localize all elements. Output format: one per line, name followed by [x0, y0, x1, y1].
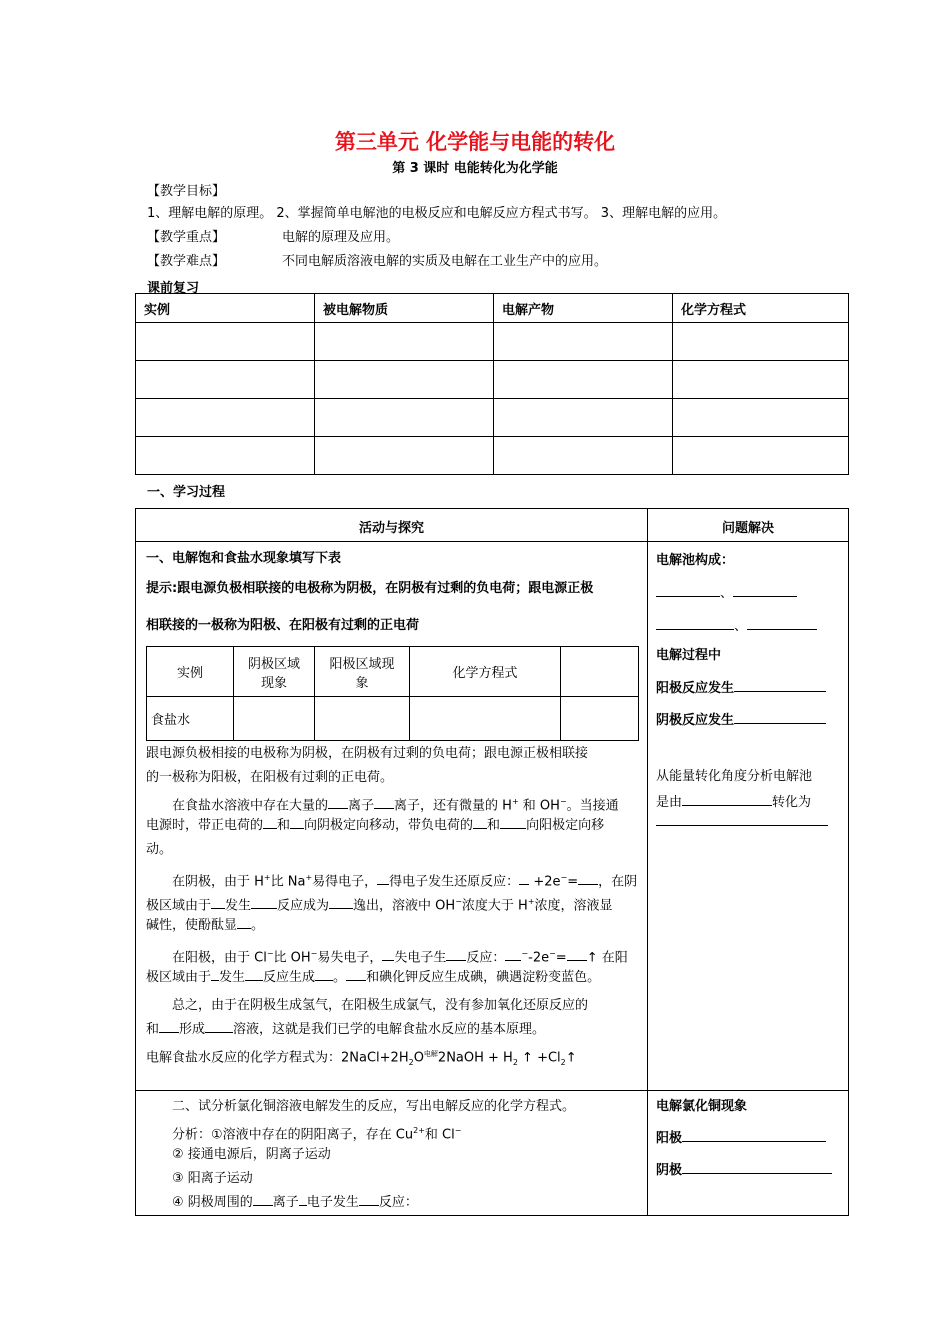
- section2-analysis-1: 分析：①溶液中存在的阴阳离子，存在 $Cu^{2+}$和 Cl−: [172, 1126, 462, 1143]
- para3-line1: 在阴极，由于 H+比 Na+易得电子， 得电子发生还原反应： +2e−= ，在阴: [172, 873, 638, 890]
- review-col-products: 电解产物: [494, 294, 673, 323]
- inner-col-example: 实例: [147, 647, 234, 697]
- para5-line1: 总之，由于在阴极生成氢气，在阳极生成氯气，没有参加氧化还原反应的: [172, 998, 589, 1013]
- para1-line1: 跟电源负极相接的电极称为阴极，在阴极有过剩的负电荷；跟电源正极相联接: [146, 746, 589, 761]
- anode-reaction-label[interactable]: 阳极反应发生: [656, 677, 826, 696]
- lesson-subtitle: 第 3 课时 电能转化为化学能: [392, 161, 558, 176]
- energy-analysis-line1: 从能量转化角度分析电解池: [656, 769, 813, 784]
- para3-line3: 碱性，使酚酞显 。: [146, 918, 265, 933]
- table-row: [136, 437, 849, 475]
- inner-col-anode: 阳极区域现 象: [315, 647, 410, 697]
- para3-line2: 极区域由于 发生 反应成为 逸出，溶液中 OH−浓度大于 H+浓度，溶液显: [146, 897, 613, 914]
- para4-line2: 极区域由于 发生 反应生成 。 和碘化钾反应生成碘，碘遇淀粉变蓝色。: [146, 970, 601, 985]
- para5-line2: 和 形成 溶液，这就是我们已学的电解食盐水反应的基本原理。: [146, 1022, 546, 1037]
- col-solution-header: 问题解决: [721, 521, 774, 536]
- section2-analysis-4: ④ 阴极周围的 离子 电子发生 反应：: [172, 1195, 418, 1210]
- cell-composition-blanks-2[interactable]: 、: [656, 615, 817, 634]
- col-activity-header: 活动与探究: [358, 521, 424, 536]
- para2-line3: 动。: [146, 842, 173, 857]
- copper-chloride-phenomena-label: 电解氯化铜现象: [656, 1099, 748, 1114]
- inner-col-equation: 化学方程式: [410, 647, 561, 697]
- review-col-equation: 化学方程式: [673, 294, 849, 323]
- cathode-reaction-label[interactable]: 阴极反应发生: [656, 709, 826, 728]
- process-heading: 一、学习过程: [147, 485, 226, 500]
- copper-anode-label[interactable]: 阳极: [656, 1127, 826, 1146]
- section1-hint-line2: 相联接的一极称为阳极、在阳极有过剩的正电荷: [146, 618, 420, 633]
- learning-process-table: [135, 508, 849, 1216]
- section2-analysis-3: ③ 阳离子运动: [172, 1171, 253, 1186]
- inner-col-cathode: 阴极区域 现象: [234, 647, 315, 697]
- table-row: [136, 399, 849, 437]
- energy-analysis-line2[interactable]: 是由 转化为: [656, 795, 812, 810]
- inner-row-salt-water: 食盐水: [147, 697, 234, 741]
- review-col-example: 实例: [136, 294, 315, 323]
- review-table: [135, 293, 849, 475]
- para2-line2: 电源时，带正电荷的 和 向阴极定向移动，带负电荷的 和 向阳极定向移: [146, 818, 605, 833]
- table-row: [136, 323, 849, 361]
- para2-line1: 在食盐水溶液中存在大量的 离子 离子，还有微量的 H+ 和 OH−。当接通: [172, 797, 619, 814]
- section1-title: 一、电解饱和食盐水现象填写下表: [146, 551, 342, 566]
- key-points-text: 电解的原理及应用。: [282, 230, 400, 245]
- cell-composition-blanks-1[interactable]: 、: [656, 582, 797, 601]
- objectives-label: 【教学目标】: [147, 184, 226, 199]
- table-row: [136, 361, 849, 399]
- review-heading: 课前复习: [147, 281, 200, 296]
- section2-analysis-2: ② 接通电源后，阴离子运动: [172, 1147, 331, 1162]
- copper-cathode-label[interactable]: 阴极: [656, 1159, 832, 1178]
- salt-water-table: [146, 646, 639, 741]
- difficulties-label: 【教学难点】: [147, 254, 226, 269]
- para4-line1: 在阳极，由于 Cl−比 OH−易失电子， 失电子生 反应： −-2e−= ↑ 在阳: [172, 949, 628, 966]
- cell-composition-label: 电解池构成：: [656, 553, 735, 568]
- difficulties-text: 不同电解质溶液电解的实质及电解在工业生产中的应用。: [282, 254, 608, 269]
- electrolysis-equation: 电解食盐水反应的化学方程式为：$2NaCl+2H_2O^{电解}2NaOH + H_2$ ↑ $+Cl_2↑$: [146, 1050, 577, 1067]
- section2-title: 二、试分析氯化铜溶液电解发生的反应，写出电解反应的化学方程式。: [172, 1099, 576, 1114]
- objectives-text: 1、理解电解的原理。 2、掌握简单电解池的电极反应和电解反应方程式书写。 3、理解电解的应用。: [147, 206, 727, 221]
- para1-line2: 的一极称为阳极，在阳极有过剩的正电荷。: [146, 770, 394, 785]
- document-title: 第三单元 化学能与电能的转化: [334, 130, 616, 154]
- energy-analysis-line3[interactable]: [656, 815, 828, 830]
- key-points-label: 【教学重点】: [147, 230, 226, 245]
- section1-hint-line1: 提示:跟电源负极相联接的电极称为阴极，在阴极有过剩的负电荷；跟电源正极: [146, 581, 594, 596]
- review-col-substance: 被电解物质: [315, 294, 494, 323]
- electrolysis-process-label: 电解过程中: [656, 648, 722, 663]
